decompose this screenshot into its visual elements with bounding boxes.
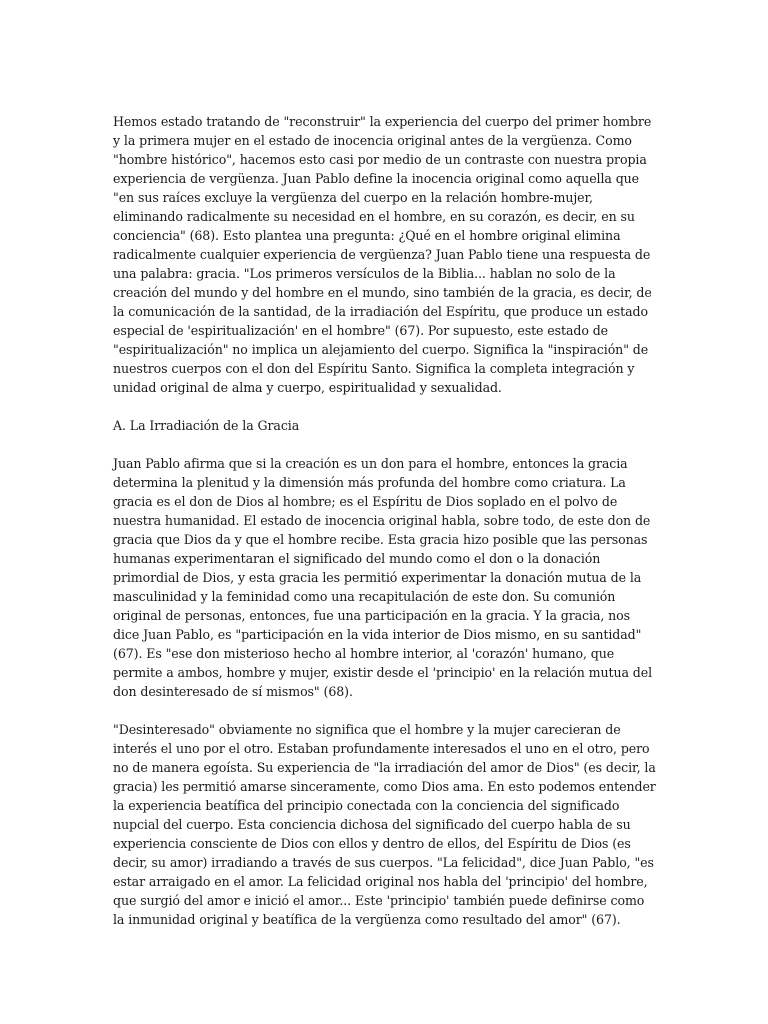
paragraph-disinterested: "Desinteresado" obviamente no significa que el hombre y la mujer carecieran de interés el uno por el otro. Estaban profundamente interesados el uno en el otro, pero no de manera egoísta. Su experiencia de "la irradiación del amor de Dios" (es decir, la gracia) les permitió amarse sinceramente, como Dios ama. En esto podemos entender la experiencia beatífica del principio conectada con la conciencia del significado nupcial del cuerpo. Esta conciencia dichosa del significado del cuerpo habla de su experiencia consciente de Dios con ellos y dentro de ellos, del Espíritu de Dios (es decir, su amor) irradiando a través de sus cuerpos. "La felicidad", dice Juan Pablo, "es estar arraigado en el amor. La felicidad original nos habla del 'principio' del hombre, que surgió del amor e inició el amor... Este 'principio' también puede definirse como la inmunidad original y beatífica de la vergüenza como resultado del amor" (67). xyxy=(113,722,656,927)
section-heading: A. La Irradiación de la Gracia xyxy=(113,418,300,433)
paragraph-grace: Juan Pablo afirma que si la creación es un don para el hombre, entonces la gracia determina la plenitud y la dimensión más profunda del hombre como criatura. La gracia es el don de Dios al hombre; es el Espíritu de Dios soplado en el polvo de nuestra humanidad. El estado de inocencia original habla, sobre todo, de este don de gracia que Dios da y que el hombre recibe. Esta gracia hizo posible que las personas humanas experimentaran el significado del mundo como el don o la donación primordial de Dios, y esta gracia les permitió experimentar la donación mutua de la masculinidad y la feminidad como una recapitulación de este don. Su comunión original de personas, entonces, fue una participación en la gracia. Y la gracia, nos dice Juan Pablo, es "participación en la vida interior de Dios mismo, en su santidad" (67). Es "ese don misterioso hecho al hombre interior, al 'corazón' humano, que permite a ambos, hombre y mujer, existir desde el 'principio' en la relación mutua del don desinteresado de sí mismos" (68). xyxy=(113,456,653,699)
paragraph-reconstruction: Hemos estado tratando de "reconstruir" la experiencia del cuerpo del primer hombre y la primera mujer en el estado de inocencia original antes de la vergüenza. Como "hombre histórico", hacemos esto casi por medio de un contraste con nuestra propia experiencia de vergüenza. Juan Pablo define la inocencia original como aquella que "en sus raíces excluye la vergüenza del cuerpo en la relación hombre-mujer, eliminando radicalmente su necesidad en el hombre, en su corazón, es decir, en su conciencia" (68). Esto plantea una pregunta: ¿Qué en el hombre original elimina radicalmente cualquier experiencia de vergüenza? Juan Pablo tiene una respuesta de una palabra: gracia. "Los primeros versículos de la Biblia... hablan no solo de la creación del mundo y del hombre en el mundo, sino también de la gracia, es decir, de la comunicación de la santidad, de la irradiación del Espíritu, que produce un estado especial de 'espiritualización' en el hombre" (67). Por supuesto, este estado de "espiritualización" no implica un alejamiento del cuerpo. Significa la "inspiración" de nuestros cuerpos con el don del Espíritu Santo. Significa la completa integración y unidad original de alma y cuerpo, espiritualidad y sexualidad. xyxy=(113,114,652,395)
document-page xyxy=(113,112,659,948)
